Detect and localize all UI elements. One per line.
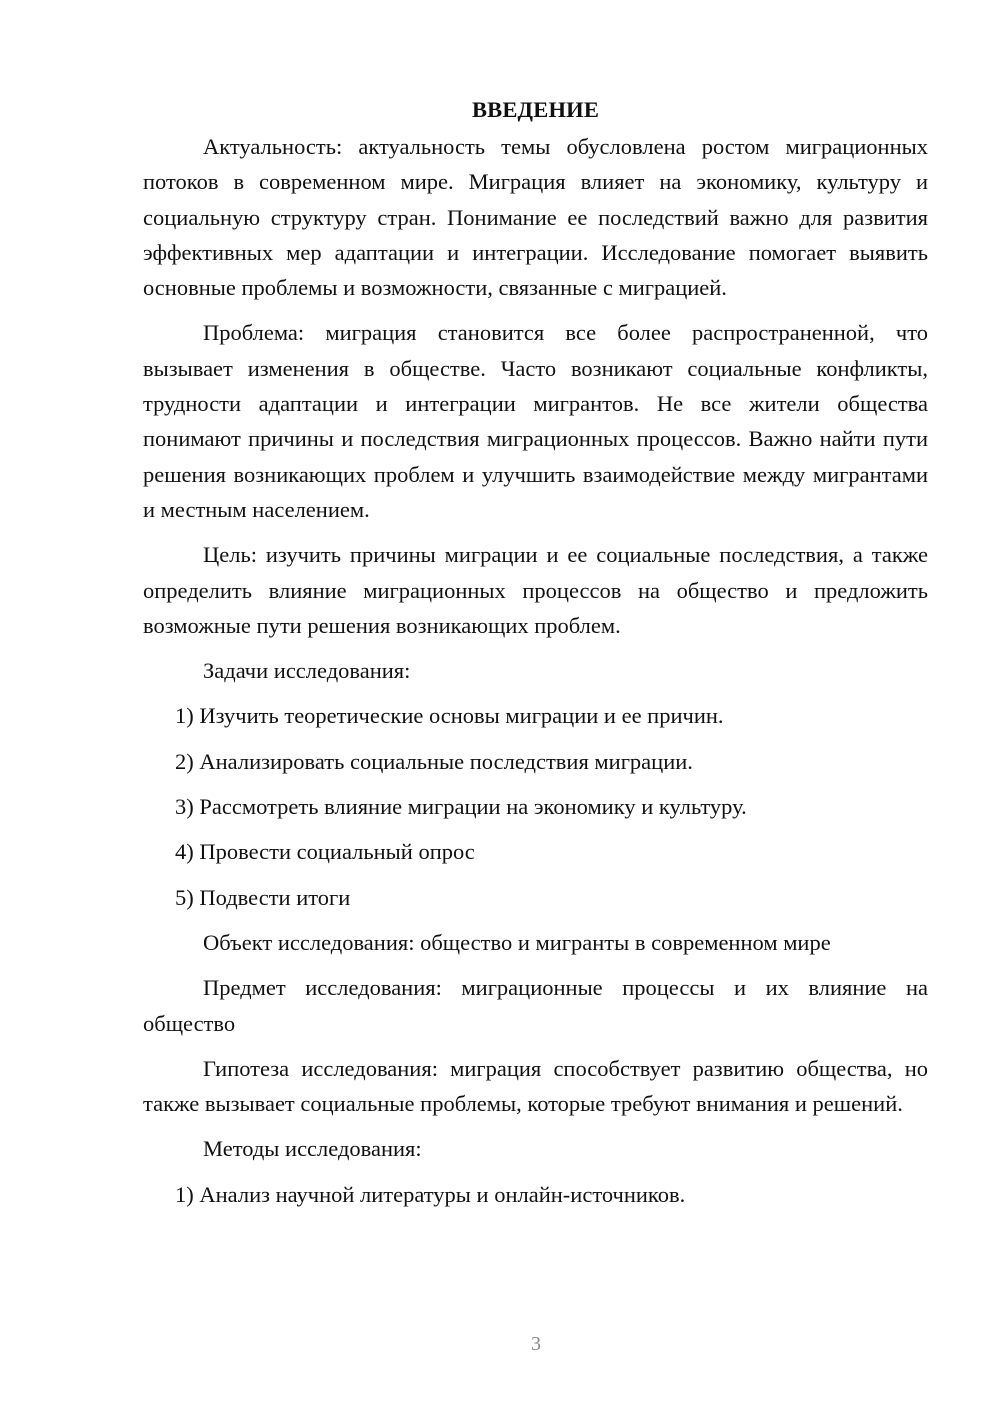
task-item-1: 1) Изучить теоретические основы миграции и ее причин. xyxy=(175,703,724,729)
page-number: 3 xyxy=(531,1333,541,1355)
task-item-2: 2) Анализировать социальные последствия миграции. xyxy=(175,748,693,774)
hypothesis-paragraph: Гипотеза исследования: миграция способствует развитию общества, но также вызывает социальные проблемы, которые требуют внимания и решений. xyxy=(143,1055,928,1117)
method-item-1: 1) Анализ научной литературы и онлайн-источников. xyxy=(175,1181,686,1207)
task-item-5: 5) Подвести итоги xyxy=(175,884,351,910)
problem-paragraph: Проблема: миграция становится все более распространенной, что вызывает изменения в обществе. Часто возникают социальные конфликты, трудности адаптации и интеграции мигрантов. Не все жители общества понимают причины и последствия миграционных процессов. Важно найти пути решения возникающих проблем и улучшить взаимодействие между мигрантами и местным населением. xyxy=(143,320,928,522)
task-item-4: 4) Провести социальный опрос xyxy=(175,839,475,865)
section-title: ВВЕДЕНИЕ xyxy=(471,97,600,122)
relevance-paragraph: Актуальность: актуальность темы обусловлена ростом миграционных потоков в современном мире. Миграция влияет на экономику, культуру и социальную структуру стран. Понимание ее последствий важно для развития эффективных мер адаптации и интеграции. Исследование помогает выявить основные проблемы и возможности, связанные с миграцией. xyxy=(143,134,928,301)
object-paragraph: Объект исследования: общество и мигранты в современном мире xyxy=(203,929,831,955)
goal-paragraph: Цель: изучить причины миграции и ее социальные последствия, а также определить влияние миграционных процессов на общество и предложить возможные пути решения возникающих проблем. xyxy=(143,542,928,638)
tasks-heading: Задачи исследования: xyxy=(203,658,411,684)
subject-paragraph: Предмет исследования: миграционные процессы и их влияние на общество xyxy=(143,975,928,1036)
task-item-3: 3) Рассмотреть влияние миграции на экономику и культуру. xyxy=(175,794,747,820)
document-page xyxy=(143,92,928,1222)
methods-heading: Методы исследования: xyxy=(203,1136,422,1162)
